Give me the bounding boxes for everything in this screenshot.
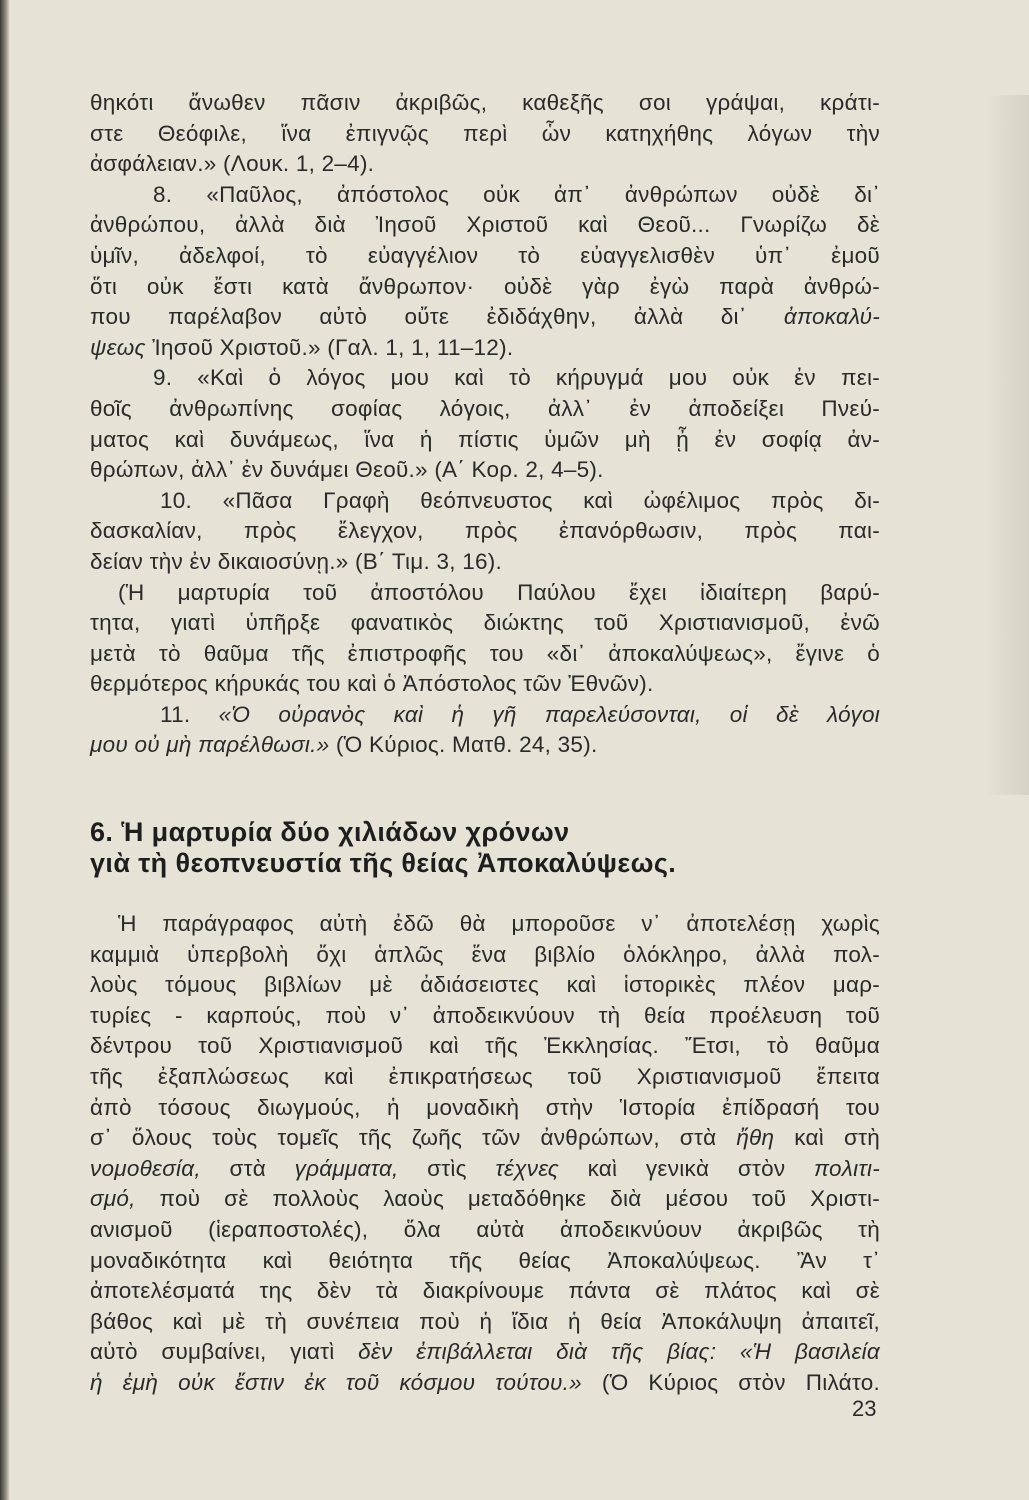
- body-text: ποὺ σὲ πολλοὺς λαοὺς μεταδόθηκε διὰ μέσου τοῦ Χριστι-: [135, 1186, 880, 1212]
- body-italic: γράμματα,: [294, 1155, 399, 1181]
- body-line: [90, 1368, 880, 1399]
- body-line: μοναδικότητα καὶ θειότητα τῆς θείας Ἀποκαλύψεως. Ἂν τ᾽: [90, 1247, 880, 1273]
- quote-10-line: δείαν τὴν ἐν δικαιοσύνῃ.» (Β΄ Τιμ. 3, 16).: [90, 548, 502, 574]
- quote-8-citation: Ἰησοῦ Χριστοῦ.» (Γαλ. 1, 1, 11–12).: [145, 334, 514, 360]
- body-line: ανισμοῦ (ἱεραποστολές), ὅλα αὐτὰ ἀποδεικνύουν ἀκριβῶς τὴ: [90, 1217, 880, 1242]
- body-line: Ἡ παράγραφος αὐτὴ ἐδῶ θὰ μποροῦσε ν᾽ ἀποτελέσῃ χωρὶς: [118, 911, 880, 937]
- body-italic: ἡ ἐμὴ οὐκ ἔστιν ἐκ τοῦ κόσμου τούτου.»: [90, 1369, 582, 1395]
- body-text: στὶς: [398, 1155, 496, 1181]
- body-line: βάθος καὶ μὲ τὴ συνέπεια ποὺ ἡ ἴδια ἡ θεία Ἀποκάλυψη ἀπαιτεῖ,: [90, 1308, 880, 1334]
- body-text: καὶ στὴ: [774, 1125, 880, 1151]
- body-italic: πολιτι-: [814, 1155, 880, 1181]
- quote-8-line: 8. «Παῦλος, ἀπόστολος οὐκ ἀπ᾽ ἀνθρώπων οὐδὲ δι᾽: [153, 181, 880, 207]
- quote-10-line: 10. «Πᾶσα Γραφὴ θεόπνευστος καὶ ὠφέλιμος πρὸς δι-: [160, 487, 880, 513]
- body-line: [90, 1154, 880, 1185]
- quote-8-line: ὅτι οὐκ ἔστι κατὰ ἄνθρωπον· οὐδὲ γὰρ ἐγὼ παρὰ ἀνθρώ-: [90, 273, 880, 299]
- body-line: καμμιὰ ὑπερβολὴ ὄχι ἁπλῶς ἕνα βιβλίο ὁλόκληρο, ἀλλὰ πολ-: [90, 941, 880, 967]
- body-italic: νομοθεσία,: [90, 1155, 201, 1181]
- commentary-line: μετὰ τὸ θαῦμα τῆς ἐπιστροφῆς του «δι᾽ ἀποκαλύψεως», ἔγινε ὁ: [90, 640, 880, 666]
- body-line: ἀποτελέσματά της δὲν τὰ διακρίνουμε πάντα σὲ πλάτος καὶ σὲ: [90, 1278, 880, 1304]
- quote-8-line: ἀνθρώπου, ἀλλὰ διὰ Ἰησοῦ Χριστοῦ καὶ Θεοῦ... Γνωρίζω δὲ: [90, 212, 880, 238]
- body-line: λοὺς τόμους βιβλίων μὲ ἀδιάσειστες καὶ ἱστορικὲς πλέον μαρ-: [90, 972, 880, 998]
- text-line: στε Θεόφιλε, ἵνα ἐπιγνῷς περὶ ὧν κατηχήθης λόγων τὴν: [90, 120, 880, 146]
- quote-8-line: [90, 333, 880, 364]
- text-line: θηκότι ἄνωθεν πᾶσιν ἀκριβῶς, καθεξῆς σοι γράψαι, κράτι-: [90, 90, 880, 115]
- quote-9-line: θρώπων, ἀλλ᾽ ἐν δυνάμει Θεοῦ.» (Α΄ Κορ. 2, 4–5).: [90, 457, 604, 483]
- quote-8-italic: ψεως: [90, 334, 146, 360]
- quote-8-line: [90, 302, 880, 333]
- body-line: [90, 1184, 880, 1215]
- body-line: [90, 1337, 880, 1368]
- body-italic: σμό,: [90, 1186, 136, 1212]
- body-line: [90, 1123, 880, 1154]
- commentary-line: τητα, γιατὶ ὑπῆρξε φανατικὸς διώκτης τοῦ Χριστιανισμοῦ, ἐνῶ: [90, 610, 880, 636]
- section-heading-line1: 6. Ἡ μαρτυρία δύο χιλιάδων χρόνων: [90, 817, 570, 848]
- commentary-line: (Ἡ μαρτυρία τοῦ ἀποστόλου Παύλου ἔχει ἰδιαίτερη βαρύ-: [118, 579, 880, 605]
- page-edge-shadow: [0, 0, 9, 1500]
- quote-10-line: δασκαλίαν, πρὸς ἔλεγχον, πρὸς ἐπανόρθωσιν, πρὸς παι-: [90, 518, 880, 544]
- body-text: στὰ: [200, 1155, 295, 1181]
- quote-11-line: [90, 730, 880, 761]
- body-text: σ᾽ ὅλους τοὺς τομεῖς τῆς ζωῆς τῶν ἀνθρώπων, στὰ: [90, 1125, 737, 1151]
- body-text: αὐτὸ συμβαίνει, γιατὶ: [90, 1339, 359, 1365]
- body-line: ἀπὸ τόσους διωγμούς, ἡ μοναδικὴ στὴν Ἱστορία ἐπίδρασή του: [90, 1094, 880, 1120]
- body-line: τυρίες - καρπούς, ποὺ ν᾽ ἀποδεικνύουν τὴ θεία προέλευση τοῦ: [90, 1002, 880, 1028]
- quote-11-italic: μου οὐ μὴ παρέλθωσι.»: [90, 732, 330, 758]
- quote-11-citation: (Ὁ Κύριος. Ματθ. 24, 35).: [329, 732, 598, 758]
- quote-11-number: 11.: [160, 701, 219, 727]
- body-italic: ἤθη: [736, 1125, 775, 1151]
- quote-9-line: θοῖς ἀνθρωπίνης σοφίας λόγοις, ἀλλ᾽ ἐν ἀποδείξει Πνεύ-: [90, 395, 880, 421]
- commentary-line: θερμότερος κήρυκάς του καὶ ὁ Ἀπόστολος τῶν Ἐθνῶν).: [90, 671, 654, 697]
- page-bleed-through: [985, 95, 1029, 795]
- page-number: 23: [852, 1396, 877, 1421]
- body-line: δέντρου τοῦ Χριστιανισμοῦ καὶ τῆς Ἐκκλησίας. Ἔτσι, τὸ θαῦμα: [90, 1033, 880, 1059]
- section-heading-line2: γιὰ τὴ θεοπνευστία τῆς θείας Ἀποκαλύψεως.: [90, 848, 677, 879]
- quote-11-italic: «Ὁ οὐρανὸς καὶ ἡ γῆ παρελεύσονται, οἱ δὲ λόγοι: [218, 701, 881, 727]
- text-line: ἀσφάλειαν.» (Λουκ. 1, 2–4).: [90, 151, 375, 177]
- quote-8-italic: ἀποκαλύ-: [783, 304, 880, 330]
- quote-11-line: [90, 700, 880, 731]
- body-line: τῆς ἐξαπλώσεως καὶ ἐπικρατήσεως τοῦ Χριστιανισμοῦ ἔπειτα: [90, 1064, 880, 1090]
- quote-9-line: ματος καὶ δυνάμεως, ἵνα ἡ πίστις ὑμῶν μὴ ᾖ ἐν σοφίᾳ ἀν-: [90, 426, 880, 452]
- section-heading: [90, 817, 880, 879]
- body-text: καὶ γενικὰ στὸν: [558, 1155, 814, 1181]
- quote-9-line: 9. «Καὶ ὁ λόγος μου καὶ τὸ κήρυγμά μου οὐκ ἐν πει-: [153, 365, 880, 391]
- body-paragraph: [90, 909, 880, 1399]
- body-italic: δὲν ἐπιβάλλεται διὰ τῆς βίας: «Ἡ βασιλεία: [358, 1339, 880, 1365]
- quote-8-line: ὑμῖν, ἀδελφοί, τὸ εὐαγγέλιον τὸ εὐαγγελισθὲν ὑπ᾽ ἐμοῦ: [90, 242, 880, 268]
- page-content: [90, 88, 880, 1399]
- quote-8-text: που παρέλαβον αὐτὸ οὔτε ἐδιδάχθην, ἀλλὰ δι᾽: [90, 304, 747, 330]
- body-text: (Ὁ Κύριος στὸν Πιλάτο.: [581, 1369, 880, 1395]
- body-italic: τέχνες: [495, 1155, 559, 1181]
